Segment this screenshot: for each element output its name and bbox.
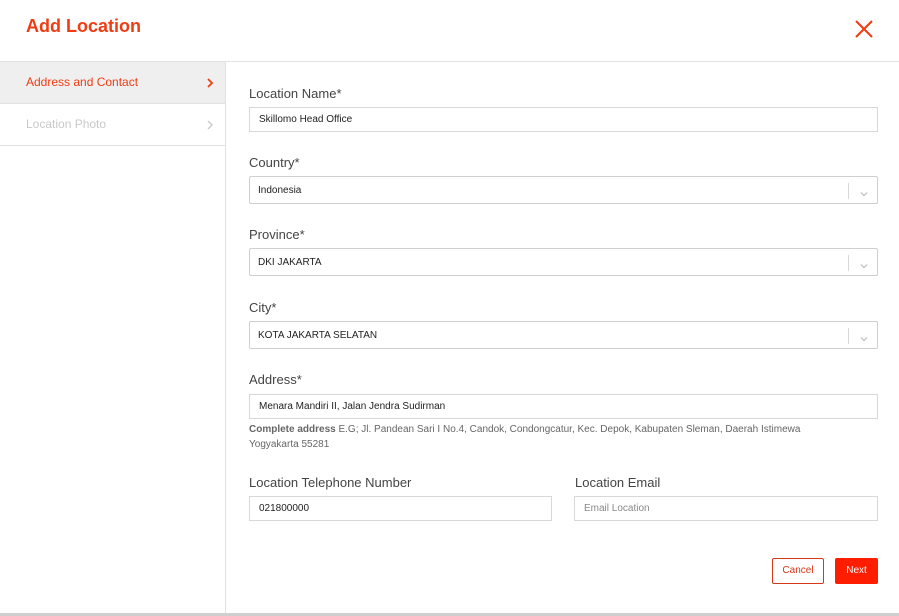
email-input[interactable]: Email Location [574,496,878,521]
location-name-label: Location Name* [249,86,342,101]
address-hint [249,422,849,452]
sidebar-item-address-and-contact[interactable] [0,62,225,104]
country-select[interactable] [249,176,878,204]
chevron-right-icon [205,118,215,130]
chevron-down-icon [859,258,869,268]
select-separator [848,255,849,271]
cancel-button[interactable]: Cancel [772,558,824,584]
chevron-down-icon [859,186,869,196]
telephone-input[interactable]: 021800000 [249,496,552,521]
select-separator [848,328,849,344]
sidebar-item-label: Location Photo [26,117,107,131]
chevron-right-icon [205,76,215,88]
city-label: City* [249,300,277,315]
province-label: Province* [249,227,305,242]
next-button[interactable]: Next [835,558,878,584]
location-name-input[interactable]: Skillomo Head Office [249,107,878,132]
province-select[interactable] [249,248,878,276]
close-icon[interactable] [852,17,876,41]
province-select-value: DKI JAKARTA [258,257,322,268]
address-input[interactable]: Menara Mandiri II, Jalan Jendra Sudirman [249,394,878,419]
address-hint-bold: Complete address [249,424,336,435]
telephone-label: Location Telephone Number [249,475,412,490]
country-select-value: Indonesia [258,185,302,196]
address-hint-text: E.G; Jl. Pandean Sari I No.4, Candok, Condongcatur, Kec. Depok, Kabupaten Sleman, Daerah Istimewa Yogyakarta 55281 [249,424,801,450]
city-select[interactable] [249,321,878,349]
sidebar-item-label: Address and Contact [26,75,139,89]
modal-header [0,0,899,62]
city-select-value: KOTA JAKARTA SELATAN [258,330,378,341]
email-label: Location Email [575,475,661,490]
step-sidebar [0,62,226,613]
sidebar-item-location-photo[interactable] [0,104,225,146]
country-label: Country* [249,155,300,170]
select-separator [848,183,849,199]
chevron-down-icon [859,331,869,341]
address-label: Address* [249,372,302,387]
modal-title: Add Location [26,16,141,36]
